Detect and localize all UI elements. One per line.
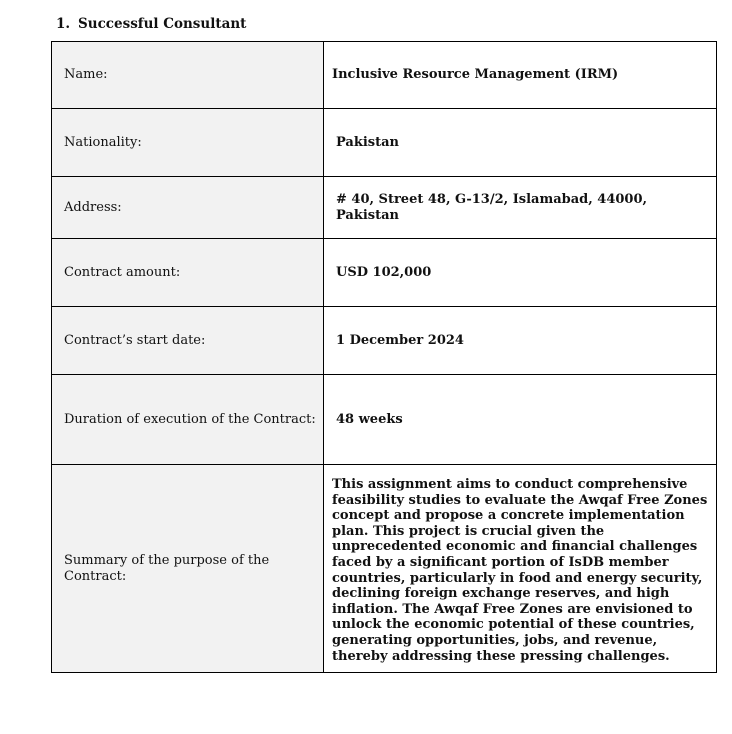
contract-amount-value: USD 102,000 [324, 239, 717, 307]
contract-amount-label: Contract amount: [52, 239, 324, 307]
section-title: Successful Consultant [78, 16, 247, 32]
nationality-label: Nationality: [52, 109, 324, 177]
table-row-contract-amount [52, 239, 717, 307]
address-value: # 40, Street 48, G-13/2, Islamabad, 44000, Pakistan [324, 177, 717, 239]
section-heading [56, 16, 246, 32]
consultant-info-table [51, 41, 717, 673]
table-row-summary [52, 465, 717, 673]
address-label: Address: [52, 177, 324, 239]
duration-value: 48 weeks [324, 375, 717, 465]
table-row-start-date [52, 307, 717, 375]
name-value: Inclusive Resource Management (IRM) [324, 42, 717, 109]
duration-label: Duration of execution of the Contract: [52, 375, 324, 465]
summary-value: This assignment aims to conduct comprehensive feasibility studies to evaluate the Awqaf Free Zones concept and propose a concrete implementation plan. This project is crucial given the unprecedented economic and financial challenges faced by a significant portion of IsDB member countries, particularly in food and energy security, declining foreign exchange reserves, and high inflation. The Awqaf Free Zones are envisioned to unlock the economic potential of these countries, generating opportunities, jobs, and revenue, thereby addressing these pressing challenges. [324, 465, 717, 673]
nationality-value: Pakistan [324, 109, 717, 177]
start-date-label: Contract’s start date: [52, 307, 324, 375]
name-label: Name: [52, 42, 324, 109]
start-date-value: 1 December 2024 [324, 307, 717, 375]
section-number: 1. [56, 16, 71, 32]
table-row-address [52, 177, 717, 239]
table-row-nationality [52, 109, 717, 177]
summary-label: Summary of the purpose of the Contract: [52, 465, 324, 673]
table-row-duration [52, 375, 717, 465]
table-row-name [52, 42, 717, 109]
